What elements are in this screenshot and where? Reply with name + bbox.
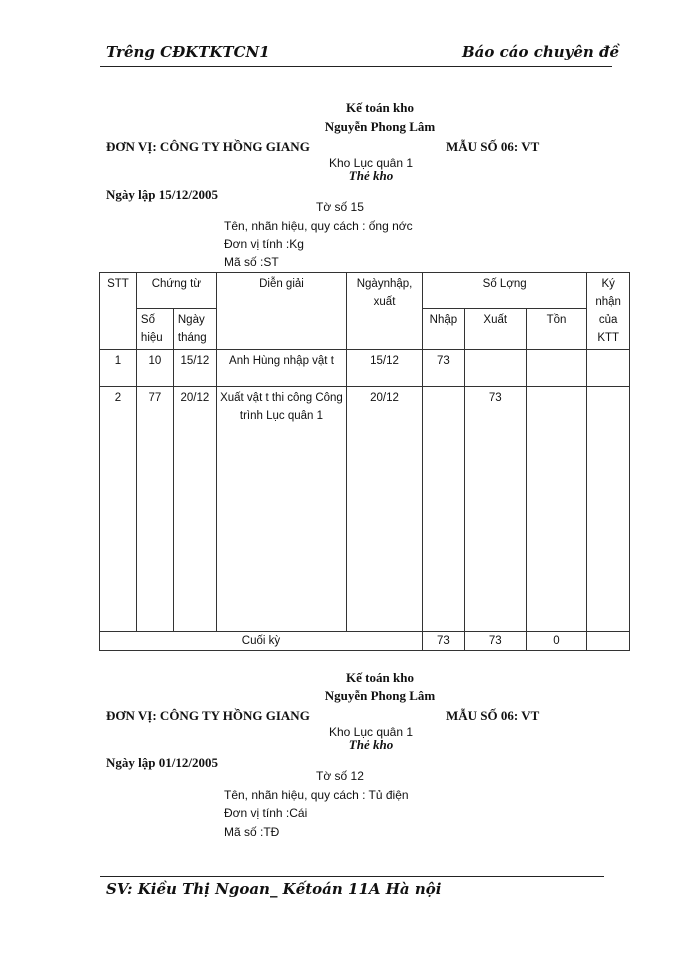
footer-out: 73 [464, 632, 526, 651]
accountant-name-2: Nguyễn Phong Lâm [324, 688, 436, 703]
header-sign: Ký nhận của KTT [587, 273, 630, 350]
header-voucher: Chứng từ [136, 273, 216, 309]
row-in [422, 387, 464, 632]
header-quantity: Số Lợng [422, 273, 586, 309]
unit-measure: Đơn vị tính :Kg [224, 237, 304, 251]
warehouse-name-2: Kho Lục quân 1 [328, 725, 414, 739]
row-voucher-no: 77 [136, 387, 173, 632]
item-name-2: Tên, nhãn hiệu, quy cách : Tủ điện [224, 788, 409, 802]
sheet-number: Tờ số 15 [316, 200, 364, 214]
row-out: 73 [464, 387, 526, 632]
item-name: Tên, nhãn hiệu, quy cách : ống nớc [224, 219, 413, 233]
warehouse-name: Kho Lục quân 1 [328, 156, 414, 170]
item-code: Mã số :ST [224, 255, 279, 269]
row-voucher-date: 20/12 [173, 387, 216, 632]
footer-student: SV: Kiều Thị Ngoan_ Kếtoán 11A Hà nội [106, 880, 442, 898]
footer-rule [100, 876, 604, 877]
header-voucher-date: Ngày tháng [173, 309, 216, 350]
date-created-2: Ngày lập 01/12/2005 [106, 755, 218, 770]
row-stt: 2 [100, 387, 137, 632]
row-io-date: 20/12 [347, 387, 423, 632]
header-description: Diễn giải [216, 273, 346, 350]
unit-name: ĐƠN VỊ: CÔNG TY HỒNG GIANG [106, 139, 310, 154]
card-title: Thẻ kho [348, 168, 394, 183]
unit-measure-2: Đơn vị tính :Cái [224, 806, 308, 820]
row-voucher-date: 15/12 [173, 350, 216, 387]
header-stt: STT [100, 273, 137, 350]
sheet-number-2: Tờ số 12 [316, 769, 364, 783]
row-stt: 1 [100, 350, 137, 387]
card-title-2: Thẻ kho [348, 737, 394, 752]
item-code-2: Mã số :TĐ [224, 825, 280, 839]
footer-stock: 0 [526, 632, 587, 651]
row-in: 73 [422, 350, 464, 387]
stock-card-table [99, 272, 630, 651]
row-io-date: 15/12 [347, 350, 423, 387]
form-number-2: MẪU SỐ 06: VT [446, 708, 540, 723]
row-stock [526, 387, 587, 632]
footer-label: Cuối kỳ [100, 632, 423, 651]
table-row [100, 350, 630, 387]
header-out: Xuất [464, 309, 526, 350]
header-rule [100, 66, 612, 67]
header-date-io: Ngàynhập, xuất [347, 273, 423, 350]
footer-row [100, 632, 630, 651]
row-out [464, 350, 526, 387]
row-sign [587, 387, 630, 632]
accountant-title-2: Kế toán kho [346, 670, 414, 685]
row-sign [587, 350, 630, 387]
header-school: Trêng CĐKTKTCN1 [106, 43, 270, 61]
row-voucher-no: 10 [136, 350, 173, 387]
footer-in: 73 [422, 632, 464, 651]
row-stock [526, 350, 587, 387]
unit-name-2: ĐƠN VỊ: CÔNG TY HỒNG GIANG [106, 708, 310, 723]
header-voucher-no: Số hiệu [136, 309, 173, 350]
footer-sign [587, 632, 630, 651]
accountant-name: Nguyễn Phong Lâm [324, 119, 436, 134]
row-description: Xuất vật t thi công Công trình Lục quân 1 [216, 387, 346, 632]
accountant-title: Kế toán kho [346, 100, 414, 115]
form-number: MẪU SỐ 06: VT [446, 139, 540, 154]
header-in: Nhập [422, 309, 464, 350]
row-description: Anh Hùng nhập vật t [216, 350, 346, 387]
header-stock: Tồn [526, 309, 587, 350]
header-row [100, 273, 630, 309]
date-created: Ngày lập 15/12/2005 [106, 187, 218, 202]
table-row [100, 387, 630, 632]
header-report-title: Báo cáo chuyên đề [462, 43, 620, 61]
